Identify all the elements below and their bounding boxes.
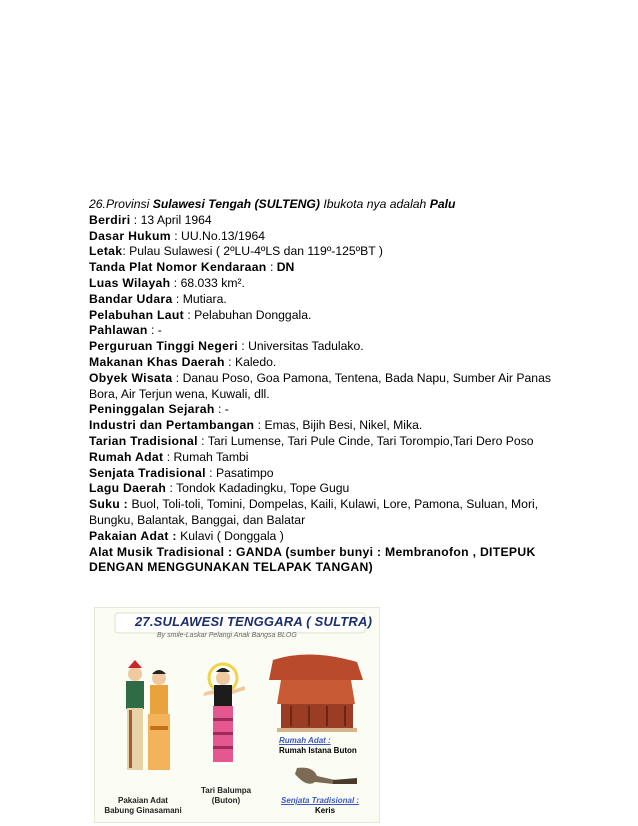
row-label: Letak	[89, 244, 123, 259]
row-label: Makanan Khas Daerah	[89, 354, 225, 369]
row-label: Obyek Wisata	[89, 370, 173, 385]
row-label: Bandar Udara	[89, 291, 173, 306]
row-label: Pakaian Adat :	[89, 528, 177, 543]
rumah-caption: Rumah Adat : Rumah Istana Buton	[279, 736, 357, 755]
row-value: -	[157, 323, 162, 338]
entry-heading	[89, 197, 559, 213]
alat-musik-row: Alat Musik Tradisional : GANDA (sumber bunyi : Membranofon , DITEPUK DENGAN MENGGUNAKAN TELAPAK TANGAN)	[89, 544, 536, 575]
row-separator: :	[205, 465, 216, 480]
row-label: Industri dan Pertambangan	[89, 418, 255, 433]
entry-row	[89, 213, 559, 229]
row-value: Rumah Tambi	[173, 449, 249, 464]
row-separator: :	[130, 212, 141, 227]
senjata-caption: Senjata Tradisional : Keris	[281, 796, 360, 815]
row-value: -	[224, 402, 229, 417]
entry-row	[89, 434, 559, 450]
heading-prov: Provinsi	[105, 197, 153, 211]
row-value: Mutiara.	[182, 291, 227, 306]
row-value: Pelabuhan Donggala.	[194, 307, 312, 322]
keris-illustration	[295, 768, 357, 784]
row-separator: :	[172, 291, 183, 306]
entry-row	[89, 244, 559, 260]
row-separator: :	[166, 481, 177, 496]
row-separator: :	[266, 260, 277, 275]
row-label: Lagu Daerah	[89, 481, 167, 496]
row-value: Kaledo.	[234, 354, 277, 369]
entry-row	[89, 529, 559, 545]
dancer-illustration	[203, 664, 245, 762]
pakaian-caption: Pakaian Adat Babung Ginasamani	[104, 796, 182, 815]
entry-row	[89, 292, 559, 308]
entry-row	[89, 418, 559, 434]
row-separator: :	[172, 370, 183, 385]
row-value: Tondok Kadadingku, Tope Gugu	[176, 481, 350, 496]
couple-illustration	[126, 660, 170, 770]
row-value: 68.033 km².	[180, 275, 245, 290]
row-separator: :	[197, 433, 208, 448]
row-label: Senjata Tradisional	[89, 465, 206, 480]
row-separator: :	[170, 275, 181, 290]
row-label: Luas Wilayah	[89, 275, 171, 290]
tari-caption: Tari Balumpa (Buton)	[200, 786, 252, 805]
row-value: 13 April 1964	[140, 212, 212, 227]
row-value: DN	[276, 260, 295, 275]
row-value: Universitas Tadulako.	[248, 339, 364, 354]
row-separator: :	[163, 449, 174, 464]
row-separator: :	[183, 307, 195, 322]
heading-capital-pre: Ibukota nya adalah	[319, 197, 430, 211]
row-value: Pasatimpo	[215, 465, 274, 480]
entry-row	[89, 481, 559, 497]
row-label: Suku :	[89, 497, 129, 512]
rumah-istana-illustration	[269, 654, 363, 732]
row-separator: :	[254, 418, 265, 433]
row-value: Pulau Sulawesi ( 2ºLU-4ºLS dan 119º-125ºBT )	[129, 244, 383, 259]
row-value: Emas, Bijih Besi, Nikel, Mika.	[264, 418, 423, 433]
row-label: Rumah Adat	[89, 449, 164, 464]
row-separator: :	[147, 323, 158, 338]
figure-title: 27.SULAWESI TENGGARA ( SULTRA)	[135, 614, 373, 629]
entry-row	[89, 276, 559, 292]
capital-name: Palu	[429, 197, 456, 211]
province-name: Sulawesi Tengah (SULTENG)	[152, 197, 320, 211]
row-label: Perguruan Tinggi Negeri	[89, 339, 238, 354]
province-entry	[89, 197, 559, 576]
row-value: Tari Lumense, Tari Pule Cinde, Tari Torompio,Tari Dero Poso	[207, 433, 534, 448]
entry-row	[89, 450, 559, 466]
row-separator: :	[224, 354, 235, 369]
row-separator: :	[170, 228, 182, 243]
row-label: Pahlawan	[89, 323, 148, 338]
row-label: Tanda Plat Nomor Kendaraan	[89, 260, 267, 275]
entry-row	[89, 308, 559, 324]
entry-rows	[89, 213, 559, 545]
row-separator: :	[214, 402, 225, 417]
entry-row	[89, 466, 559, 482]
sultra-figure	[94, 607, 380, 823]
row-value: Kulavi ( Donggala )	[180, 528, 284, 543]
row-value: Buol, Toli-toli, Tomini, Dompelas, Kaili, Kulawi, Lore, Pamona, Suluan, Mori, Bungku, Balantak, Banggai, dan Balatar	[89, 497, 539, 527]
row-value: Danau Poso, Goa Pamona, Tentena, Bada Napu, Sumber Air Panas Bora, Air Terjun wena, Kuwali, dll.	[89, 370, 551, 401]
entry-row	[89, 229, 559, 245]
entry-row	[89, 339, 559, 355]
row-label: Peninggalan Sejarah	[89, 402, 215, 417]
entry-row	[89, 497, 559, 529]
row-label: Tarian Tradisional	[89, 433, 198, 448]
row-label: Dasar Hukum	[89, 228, 171, 243]
row-label: Pelabuhan Laut	[89, 307, 184, 322]
entry-row	[89, 323, 559, 339]
entry-row	[89, 260, 559, 276]
row-separator: :	[122, 244, 130, 259]
heading-number: 26.	[89, 197, 106, 211]
entry-row	[89, 355, 559, 371]
row-separator: :	[237, 339, 249, 354]
entry-row	[89, 371, 559, 403]
row-label: Berdiri	[89, 212, 131, 227]
entry-row	[89, 402, 559, 418]
row-value: UU.No.13/1964	[181, 228, 266, 243]
figure-subtitle: By smile-Laskar Pelangi Anak Bangsa BLOG	[157, 632, 297, 639]
